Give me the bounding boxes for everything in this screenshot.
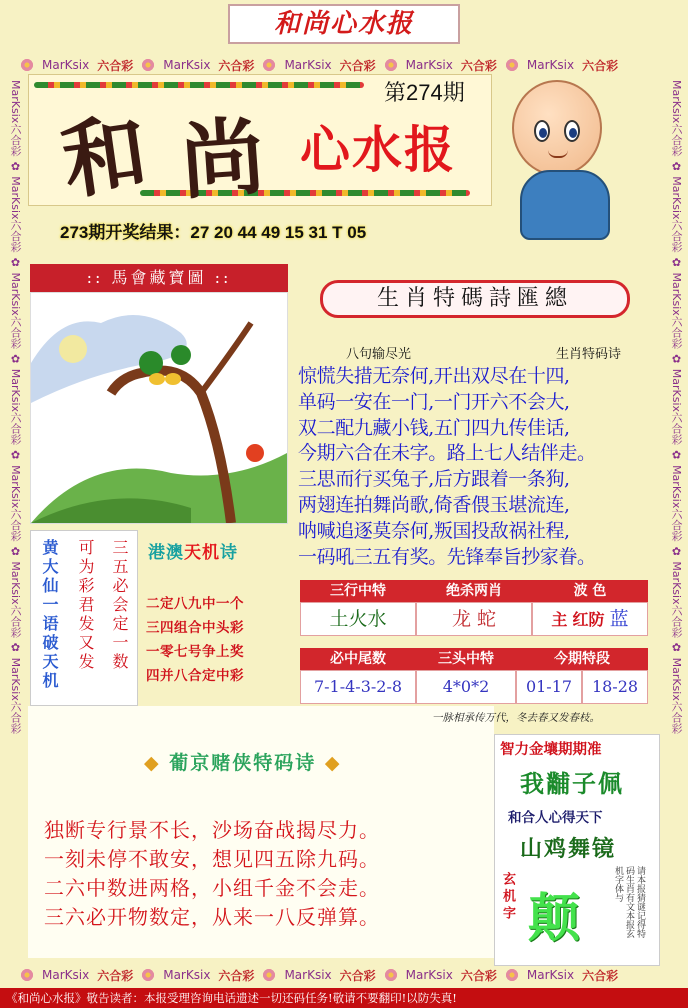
- gangao-line: 二定八九中一个: [146, 596, 244, 612]
- gangao-line: 一零七号争上奖: [146, 644, 244, 660]
- brand-strip-top: MarKsix 六合彩 MarKsix 六合彩 MarKsix 六合彩 MarKsix 六合彩 MarKsix 六合彩: [20, 54, 668, 76]
- stats-value-row-1: [300, 602, 648, 636]
- stats-value-row-2: [300, 670, 648, 704]
- poem-lines: [298, 364, 660, 570]
- stats-value: 18-28: [582, 670, 648, 704]
- treasure-painting: [30, 292, 288, 524]
- flower-icon: [505, 58, 519, 72]
- brand-strip-left: MarKsix六合彩 ✿ MarKsix六合彩 ✿ MarKsix六合彩 ✿ MarKsix六合彩 ✿ MarKsix六合彩 ✿ MarKsix六合彩 ✿ MarKsix六合彩: [9, 80, 22, 734]
- poem-line: 单码一安在一门,一门开六不会大,: [298, 390, 570, 413]
- stats-header: 绝杀两肖: [416, 580, 532, 602]
- poem-subtitle-right: 生肖特码诗: [556, 347, 622, 362]
- eye-icon: [564, 120, 580, 142]
- macau-lines: [44, 816, 380, 932]
- right-line-2: 我黼子佩: [520, 769, 624, 798]
- painting-title: :: 馬會藏寶圖 ::: [30, 264, 288, 292]
- poem-title: 生肖特碼詩匯總: [320, 280, 630, 318]
- stats-header-row-1: [300, 580, 648, 602]
- stats-header: 必中尾数: [300, 648, 416, 670]
- stats-value: 4*0*2: [416, 670, 516, 704]
- stats-table: [300, 580, 648, 704]
- masthead-subtitle: 心水报: [300, 120, 456, 179]
- gangao-line: 四并八合定中彩: [146, 668, 244, 684]
- tree-bird-illustration: [31, 293, 287, 523]
- brand-strip-bottom: MarKsix 六合彩 MarKsix 六合彩 MarKsix 六合彩 MarKsix 六合彩 MarKsix 六合彩: [20, 964, 668, 986]
- macau-title: ◆ 葡京赌侠特码诗 ◆: [144, 752, 342, 774]
- small-note: 请本报猜谜记得特码生肖有文本报玄机字体与: [613, 866, 645, 938]
- stats-value: 土火水: [300, 602, 416, 636]
- macau-line: 一刻未停不敢安，想见四五除九码。: [44, 847, 380, 871]
- right-line-4: 山鸡舞镜: [520, 836, 617, 862]
- wave-color-value: 主 红防 蓝: [532, 602, 648, 636]
- flower-icon: [20, 58, 34, 72]
- footer-notice: 《和尚心水报》敬告读者：本报受理咨询电话遗述一切还码任务!敬请不要翻印!以防失真!: [0, 988, 688, 1008]
- right-line-3: 和合人心得天下: [508, 810, 603, 826]
- flower-icon: [384, 58, 398, 72]
- stats-value: 7-1-4-3-2-8: [300, 670, 416, 704]
- poem-line: 三思而行买兔子,后方跟着一条狗,: [298, 468, 570, 491]
- huang-da-xian-col-2: 可为彩君发又发: [76, 539, 95, 672]
- flower-icon: [384, 968, 398, 982]
- masthead-char-he: 和: [56, 101, 154, 212]
- stats-header: 波 色: [532, 580, 648, 602]
- poem-subtitle-left: 八句输尽光: [346, 347, 412, 362]
- flower-icon: [141, 968, 155, 982]
- monk-robe-icon: [520, 170, 610, 240]
- banner-title: 和尚心水报: [228, 4, 460, 44]
- flower-icon: [141, 58, 155, 72]
- stats-value: 01-17: [516, 670, 582, 704]
- spring-note: 一脉相承传万代，冬去春又发春枝。: [432, 712, 600, 724]
- flower-icon: [505, 968, 519, 982]
- monk-head-icon: [512, 80, 602, 176]
- poem-line: 两翅连拍舞尚歌,倚香偎玉堪流连,: [298, 493, 570, 516]
- stats-header: 三行中特: [300, 580, 416, 602]
- poem-line: 一码吼三五有奖。先锋奉旨抄家眷。: [298, 545, 596, 568]
- huang-da-xian-col-1: 黄大仙一语破天机: [40, 539, 59, 691]
- stats-header-row-2: [300, 648, 648, 670]
- right-line-1: 智力金壤期期准: [500, 741, 602, 758]
- draw-result: 273期开奖结果：27 20 44 49 15 31 T 05: [60, 223, 367, 242]
- macau-line: 独断专行景不长，沙场奋战揭尽力。: [44, 818, 380, 842]
- poem-line: 双二配九藏小钱,五门四九传佳话,: [298, 416, 570, 439]
- macau-line: 二六中数进两格，小组千金不会走。: [44, 876, 380, 900]
- macau-line: 三六必开物数定，从来一八反弹算。: [44, 905, 380, 929]
- brand-strip-right: MarKsix六合彩 ✿ MarKsix六合彩 ✿ MarKsix六合彩 ✿ MarKsix六合彩 ✿ MarKsix六合彩 ✿ MarKsix六合彩 ✿ MarKsix六合彩: [670, 80, 683, 734]
- stats-header: 今期特段: [516, 648, 648, 670]
- xuanji-label: 玄机字: [500, 872, 515, 923]
- mouth-icon: [548, 150, 568, 158]
- mystery-char: 颠: [528, 888, 581, 949]
- flower-icon: [20, 968, 34, 982]
- gangao-title: 港澳天机诗: [148, 543, 238, 563]
- stats-value: 龙 蛇: [416, 602, 532, 636]
- poem-line: 呐喊追逐莫奈何,叛国投敌祸社程,: [298, 519, 570, 542]
- gangao-lines: [146, 592, 244, 688]
- flower-icon: [262, 58, 276, 72]
- issue-number: 第274期: [384, 80, 465, 105]
- vine-decoration-top: [34, 82, 364, 88]
- poem-line: 惊慌失措无奈何,开出双尽在十四,: [298, 365, 570, 387]
- eye-icon: [534, 120, 550, 142]
- huang-da-xian-col-3: 三五必会定一数: [110, 539, 129, 672]
- stats-header: 三头中特: [416, 648, 516, 670]
- gangao-line: 三四组合中头彩: [146, 620, 244, 636]
- poem-line: 今期六合在未字。路上七人结伴走。: [298, 442, 596, 465]
- huang-da-xian-box: [30, 530, 138, 706]
- flower-icon: [262, 968, 276, 982]
- masthead-char-shang: 尚: [177, 106, 268, 211]
